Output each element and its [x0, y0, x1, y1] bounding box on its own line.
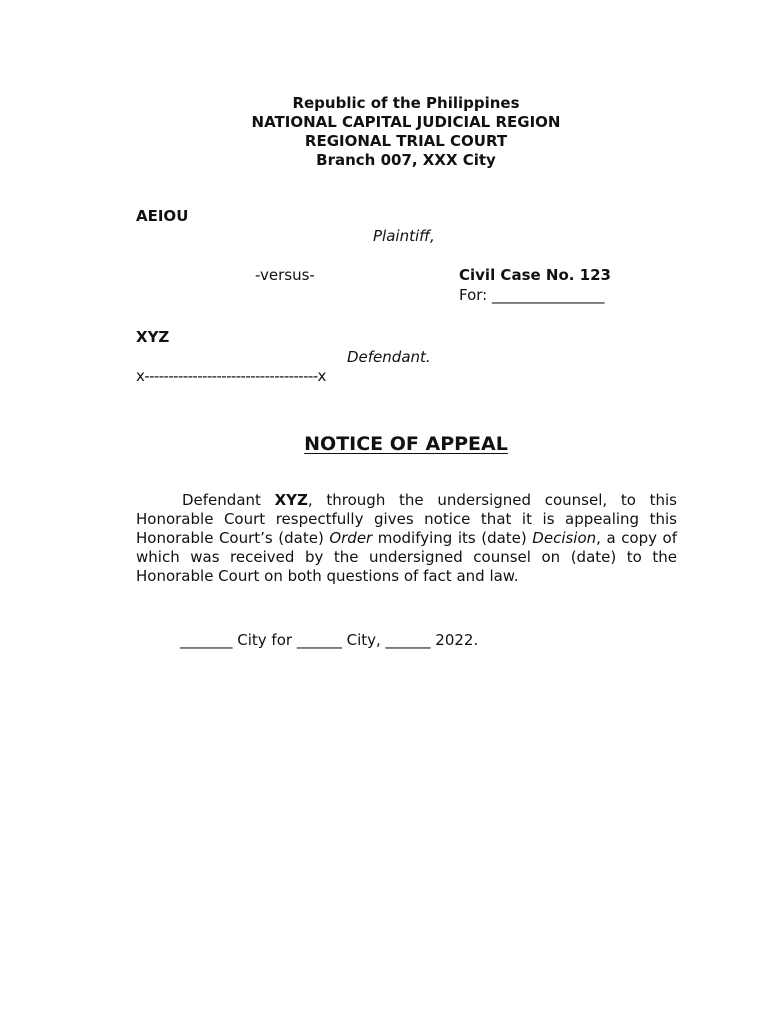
header-court: REGIONAL TRIAL COURT	[304, 132, 508, 150]
court-header	[0, 94, 768, 170]
versus-label: -versus-	[255, 266, 315, 284]
body-decision: Decision	[532, 529, 597, 547]
body-paragraph	[136, 491, 677, 586]
plaintiff-name: AEIOU	[136, 207, 189, 225]
defendant-label: Defendant.	[347, 348, 431, 366]
body-text-1: Defendant	[182, 491, 275, 509]
case-number: Civil Case No. 123	[459, 266, 611, 284]
body-text-4: , a copy of which was received by the undersigned counsel on (date) to the Honorable Court on both questions of fact and law.	[136, 529, 677, 585]
body-order: Order	[329, 529, 373, 547]
case-for-line: For: _______________	[459, 286, 605, 304]
header-branch: Branch 007, XXX City	[316, 151, 496, 169]
defendant-name: XYZ	[136, 328, 170, 346]
date-place-line: _______ City for ______ City, ______ 2022.	[180, 631, 479, 649]
header-republic: Republic of the Philippines	[292, 94, 520, 112]
body-text-3: modifying its (date)	[372, 529, 533, 547]
title-text: NOTICE OF APPEAL	[304, 433, 508, 455]
body-defendant-name: XYZ	[274, 491, 308, 509]
document-title	[0, 432, 768, 456]
body-text-2: , through the undersigned counsel, to this Honorable Court respectfully gives notice that it is appealing this Honorable Court’s (date)	[136, 491, 678, 547]
plaintiff-label: Plaintiff,	[373, 227, 435, 245]
header-judicial-region: NATIONAL CAPITAL JUDICIAL REGION	[251, 113, 561, 131]
caption-separator: x------------------------------------x	[136, 367, 326, 385]
